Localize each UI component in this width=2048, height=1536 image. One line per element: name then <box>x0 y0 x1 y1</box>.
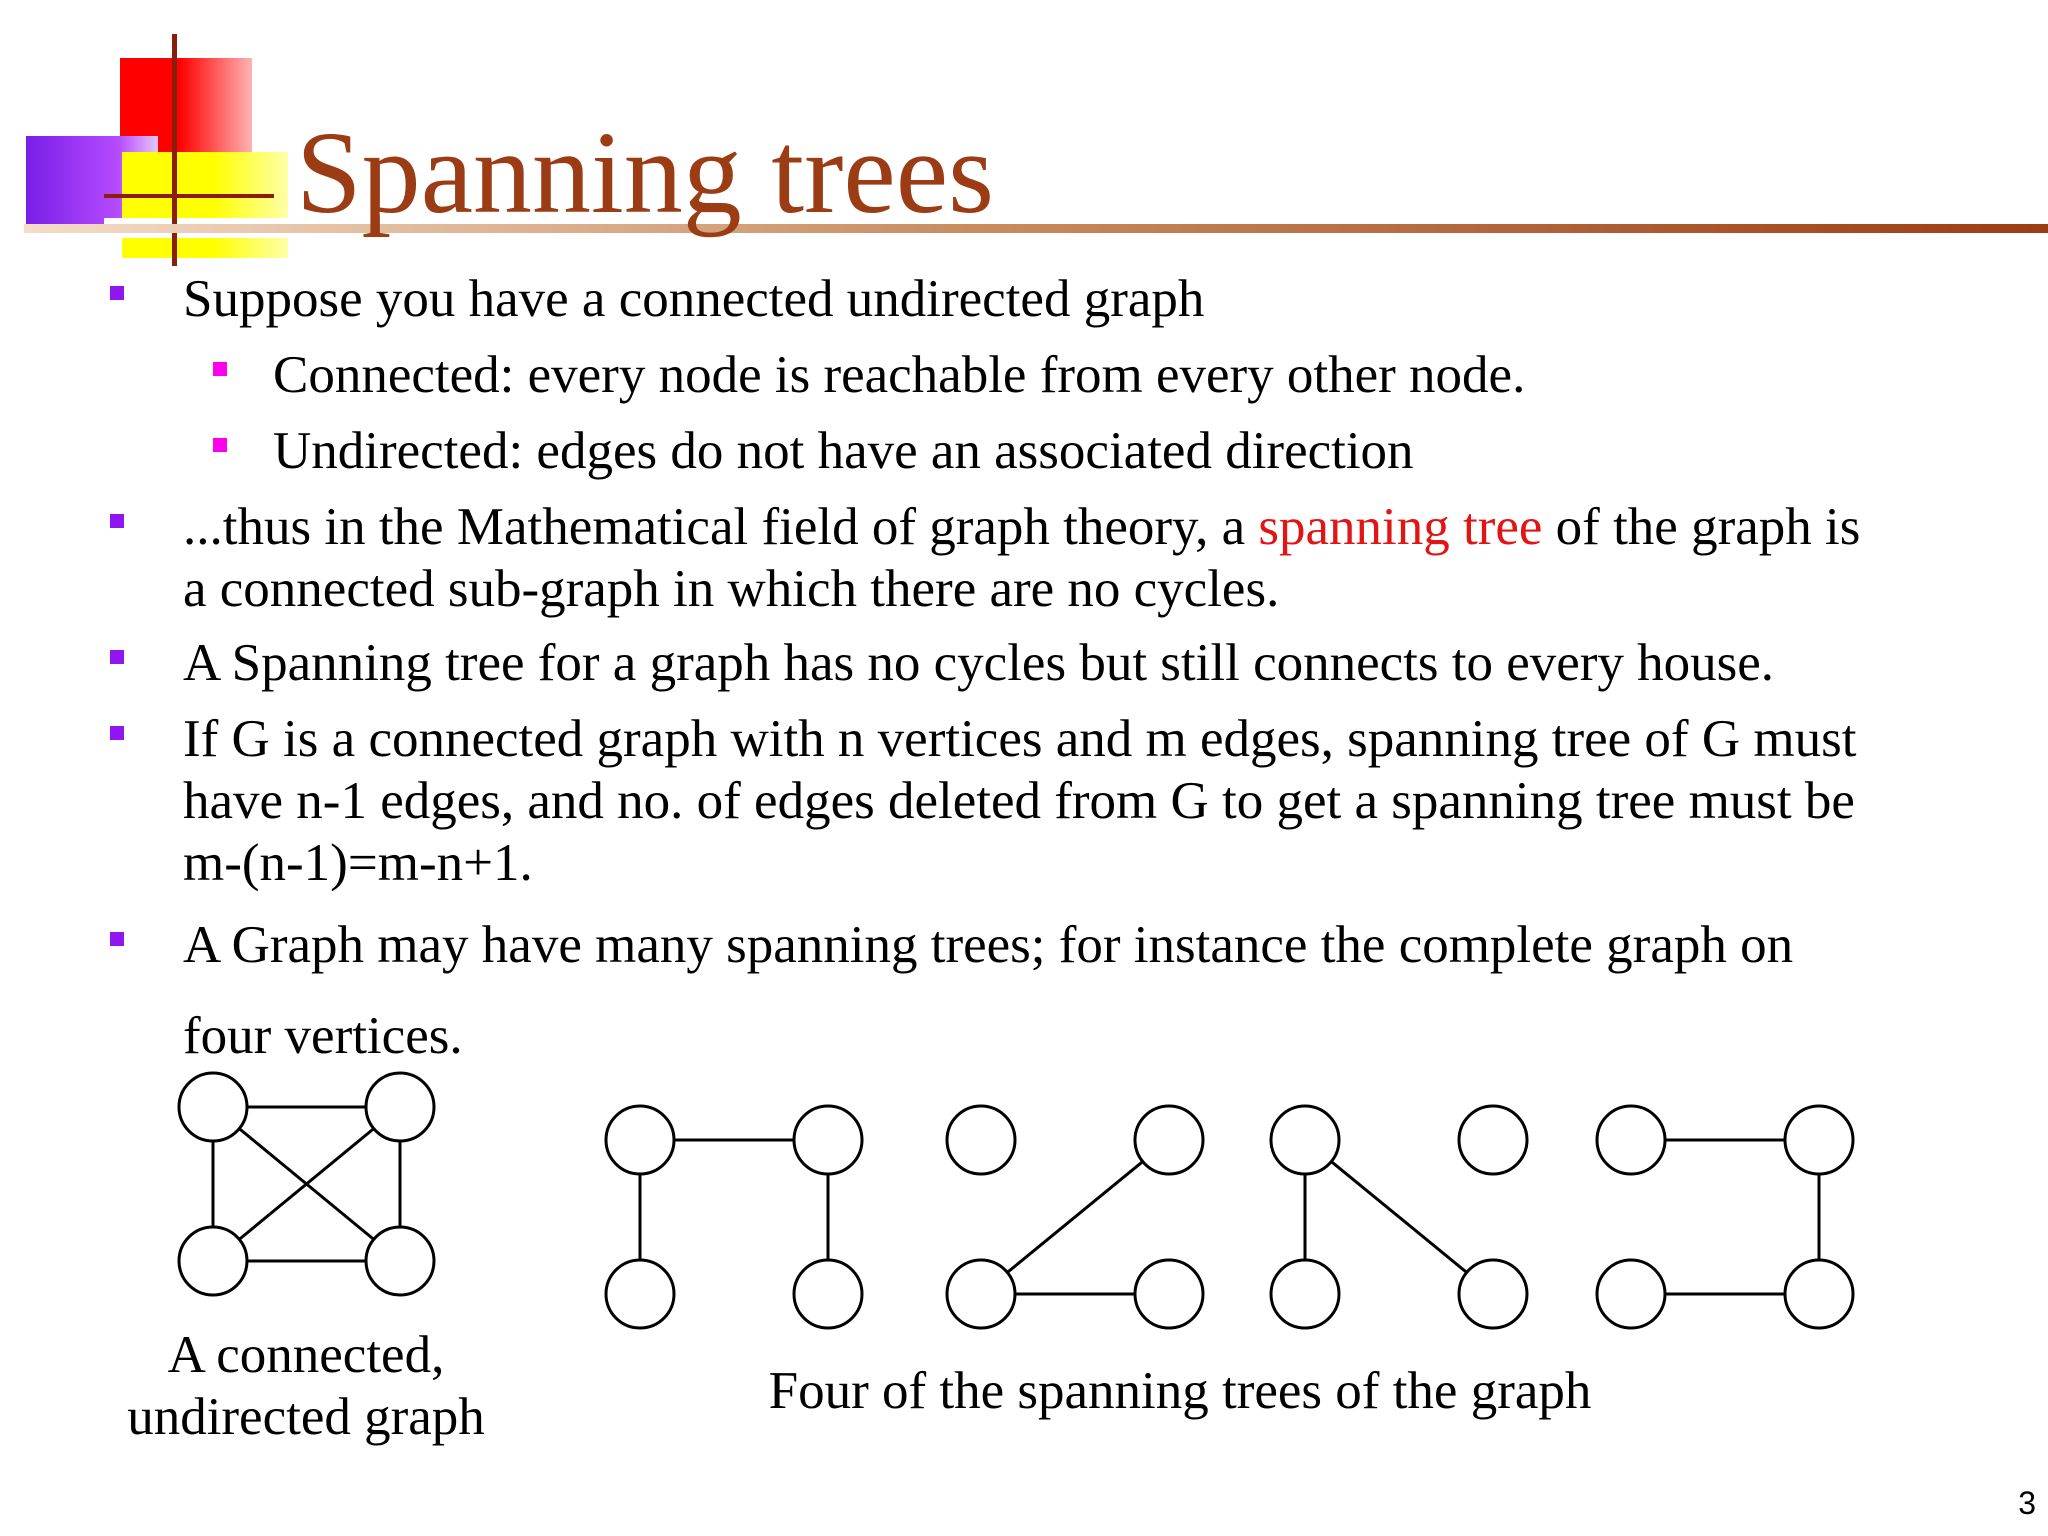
graph-node <box>1597 1260 1665 1328</box>
highlight-term: spanning tree <box>1258 498 1543 556</box>
bullet-line: m-(n-1)=m-n+1. <box>183 834 533 892</box>
bullet-line: A Graph may have many spanning trees; for instance the complete graph on <box>183 916 1794 974</box>
page-number: 3 <box>2018 1485 2036 1521</box>
graph-node <box>179 1073 247 1141</box>
graph-node <box>1271 1260 1339 1328</box>
graph-node <box>794 1106 862 1174</box>
graph-node <box>366 1227 434 1295</box>
slide-title: Spanning trees <box>296 107 995 238</box>
graph-caption-line2: undirected graph <box>127 1388 485 1446</box>
bullet-line: have n-1 edges, and no. of edges deleted from G to get a spanning tree must be <box>183 772 1855 830</box>
bullet-text: Undirected: edges do not have an associated direction <box>273 422 1414 480</box>
graph-node <box>1135 1260 1203 1328</box>
trees-caption: Four of the spanning trees of the graph <box>768 1362 1592 1420</box>
bullet-text: Connected: every node is reachable from every other node. <box>273 346 1526 404</box>
spanning-tree-4 <box>1597 1106 1853 1328</box>
graph-node <box>1135 1106 1203 1174</box>
bullet-text: A Spanning tree for a graph has no cycles but still connects to every house. <box>183 634 1775 692</box>
bullet-line: a connected sub-graph in which there are no cycles. <box>183 560 1280 618</box>
graph-node <box>947 1106 1015 1174</box>
graph-node <box>366 1073 434 1141</box>
spanning-tree-3 <box>1271 1106 1527 1328</box>
graph-edge <box>1331 1162 1466 1273</box>
spanning-tree-1 <box>606 1106 862 1328</box>
graph-node <box>1271 1106 1339 1174</box>
spanning-tree-2 <box>947 1106 1203 1328</box>
graph-caption <box>104 1324 508 1448</box>
bullet-line: If G is a connected graph with n vertices and m edges, spanning tree of G must <box>183 710 1857 768</box>
graph-edge <box>1007 1162 1142 1273</box>
graph-node <box>606 1106 674 1174</box>
graph-node <box>606 1260 674 1328</box>
graph-node <box>1459 1106 1527 1174</box>
graph-node <box>1785 1260 1853 1328</box>
graph-node <box>1459 1260 1527 1328</box>
bullet-text: ...thus in the Mathematical field of graph theory, a <box>183 498 1259 556</box>
complete-graph <box>179 1073 434 1295</box>
bullet-line: four vertices. <box>183 1007 463 1065</box>
graph-node <box>1597 1106 1665 1174</box>
graph-node <box>947 1260 1015 1328</box>
graph-node <box>1785 1106 1853 1174</box>
bullet-text: Suppose you have a connected undirected graph <box>183 270 1205 328</box>
graph-node <box>794 1260 862 1328</box>
graph-caption-line1: A connected, <box>167 1326 445 1384</box>
graph-node <box>179 1227 247 1295</box>
bullet-text: of the graph is <box>1542 498 1861 556</box>
